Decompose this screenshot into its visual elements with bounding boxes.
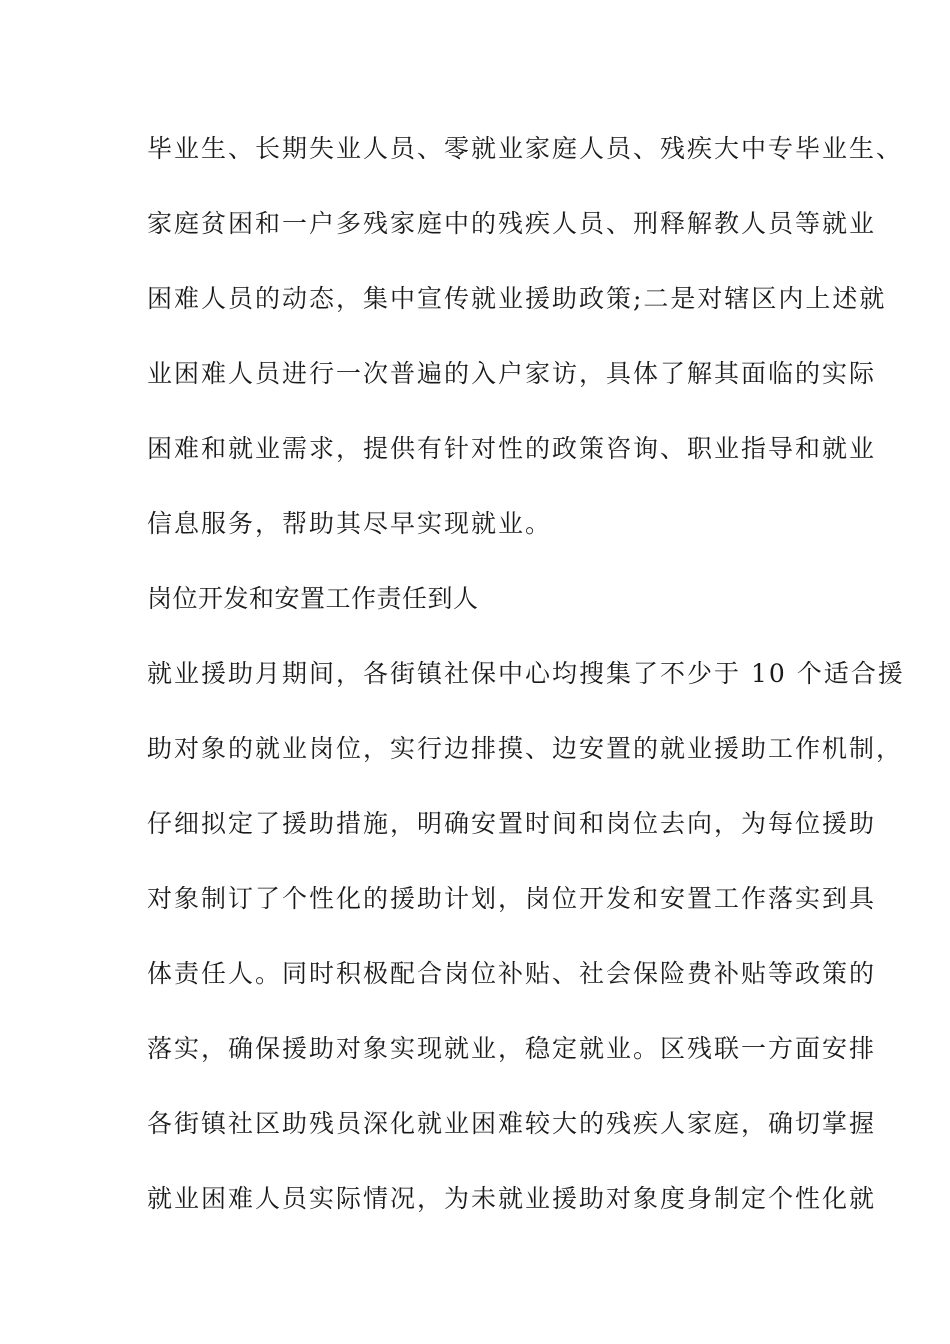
section-heading: 岗位开发和安置工作责任到人 xyxy=(147,584,479,613)
paragraph-2-line-5: 体责任人。同时积极配合岗位补贴、社会保险费补贴等政策的 xyxy=(147,959,877,988)
paragraph-2-line-2: 助对象的就业岗位，实行边排摸、边安置的就业援助工作机制， xyxy=(147,734,904,763)
paragraph-1-line-1: 毕业生、长期失业人员、零就业家庭人员、残疾大中专毕业生、 xyxy=(147,134,904,163)
paragraph-1-line-3: 困难人员的动态，集中宣传就业援助政策;二是对辖区内上述就 xyxy=(147,284,887,313)
paragraph-2-line-1: 就业援助月期间，各街镇社保中心均搜集了不少于 10 个适合援 xyxy=(147,659,905,688)
paragraph-2-line-3: 仔细拟定了援助措施，明确安置时间和岗位去向，为每位援助 xyxy=(147,809,877,838)
paragraph-2-line-4: 对象制订了个性化的援助计划，岗位开发和安置工作落实到具 xyxy=(147,884,877,913)
paragraph-2-line-7: 各街镇社区助残员深化就业困难较大的残疾人家庭，确切掌握 xyxy=(147,1109,877,1138)
paragraph-1-line-2: 家庭贫困和一户多残家庭中的残疾人员、刑释解教人员等就业 xyxy=(147,209,877,238)
paragraph-1-line-5: 困难和就业需求，提供有针对性的政策咨询、职业指导和就业 xyxy=(147,434,877,463)
paragraph-1-line-4: 业困难人员进行一次普遍的入户家访，具体了解其面临的实际 xyxy=(147,359,877,388)
paragraph-2-line-6: 落实，确保援助对象实现就业，稳定就业。区残联一方面安排 xyxy=(147,1034,877,1063)
paragraph-1-line-6: 信息服务，帮助其尽早实现就业。 xyxy=(147,509,553,538)
paragraph-2-line-8: 就业困难人员实际情况，为未就业援助对象度身制定个性化就 xyxy=(147,1184,877,1213)
